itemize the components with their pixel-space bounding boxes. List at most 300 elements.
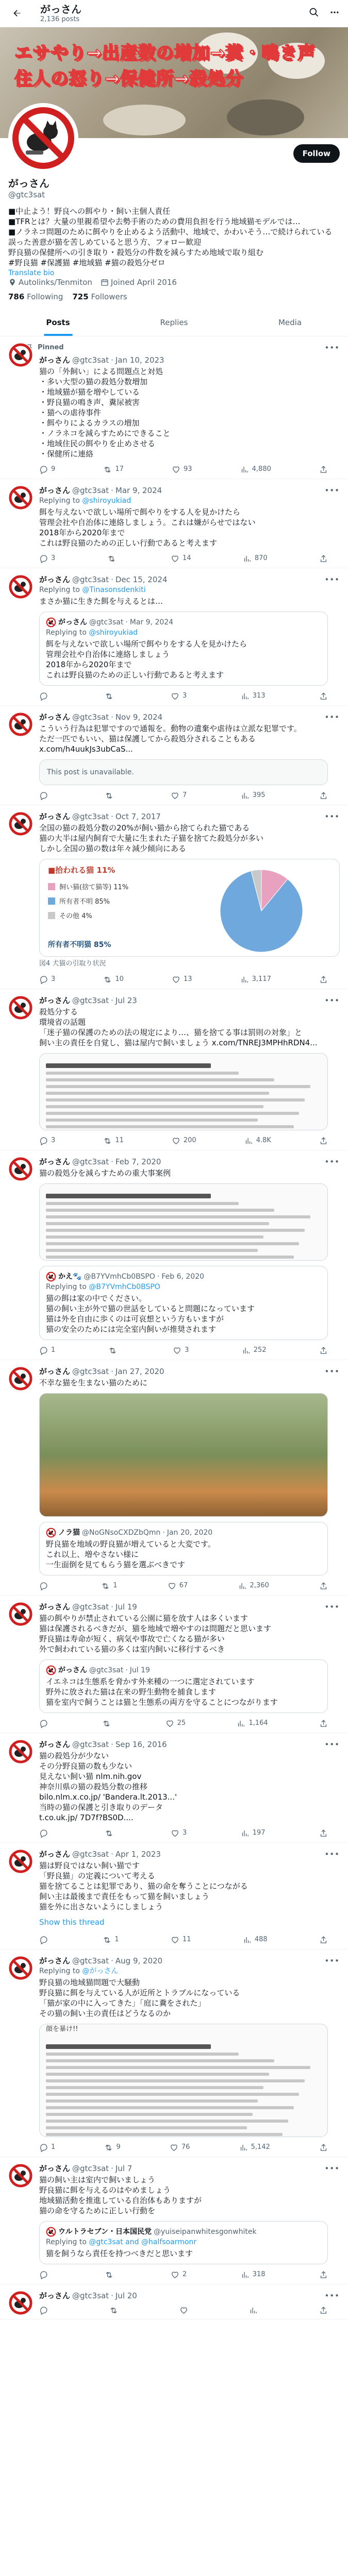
views-icon: [243, 1936, 252, 1944]
quoted-author-handle: @B7YVmhCb0BSPO: [84, 1273, 155, 1281]
post-author-name[interactable]: がっさん: [39, 1602, 71, 1612]
post-author-name[interactable]: がっさん: [39, 996, 71, 1005]
post-image[interactable]: [39, 1053, 328, 1130]
post-text-line: ・地域猫が猫を増やしている: [39, 387, 140, 397]
post-text-line: ・猫への虐待事件: [39, 408, 102, 417]
like-button[interactable]: [170, 2142, 190, 2153]
post[interactable]: [0, 706, 348, 805]
post-avatar[interactable]: [8, 1157, 33, 1181]
views-button[interactable]: [241, 691, 266, 701]
post[interactable]: [0, 336, 348, 479]
replying-to-handle: @B7YVmhCb0BSPO: [89, 1283, 160, 1291]
repost-icon: [103, 1936, 111, 1944]
views-count: 4,880: [252, 465, 271, 473]
post-text-line: 猫を飼うなら責任を持つべきだと思います: [46, 2249, 193, 2258]
views-count: 2,360: [250, 1582, 269, 1589]
post-more-icon[interactable]: •••: [324, 343, 340, 352]
reply-button[interactable]: [39, 974, 55, 985]
post-text-line: 野良猫の地域猫問題で大騒動: [39, 1978, 140, 1987]
document-title-bar: [46, 1063, 211, 1068]
reply-button[interactable]: [39, 1718, 51, 1728]
post-avatar[interactable]: [8, 2291, 33, 2315]
quoted-author-name: かえ🐾: [58, 1273, 82, 1281]
like-count: 67: [179, 1582, 188, 1589]
post-more-icon[interactable]: •••: [324, 1157, 340, 1166]
post-text-line: 見えない飼い猫 nlm.nih.gov: [39, 1772, 142, 1781]
like-button[interactable]: [171, 1828, 187, 1838]
post[interactable]: [0, 1360, 348, 1596]
legend-label: 飼い猫(捨て猫等) 11%: [59, 884, 129, 891]
reply-button[interactable]: [39, 1581, 51, 1591]
repost-button[interactable]: [105, 1828, 117, 1838]
post[interactable]: [0, 1950, 348, 2157]
share-button[interactable]: [319, 464, 328, 474]
post-author-name[interactable]: がっさん: [39, 1367, 71, 1376]
views-icon: [237, 1719, 245, 1728]
cat-photo[interactable]: [39, 1393, 328, 1517]
repost-button[interactable]: [103, 1935, 119, 1945]
post-date[interactable]: Sep 16, 2016: [115, 1740, 167, 1749]
reply-button[interactable]: [39, 1345, 55, 1355]
views-button[interactable]: [241, 1828, 266, 1838]
post-author-handle[interactable]: @gtc3sat: [72, 1157, 109, 1166]
post-header: [39, 2291, 340, 2301]
views-button[interactable]: [243, 1935, 268, 1945]
tab-replies[interactable]: Replies: [160, 318, 188, 327]
document-text-line: [46, 2059, 274, 2062]
post-date[interactable]: Dec 15, 2024: [115, 575, 168, 584]
post-date[interactable]: Jan 10, 2023: [115, 355, 164, 365]
post-avatar[interactable]: [8, 574, 33, 599]
post-author-handle[interactable]: @gtc3sat: [72, 2164, 109, 2173]
share-button[interactable]: [319, 1345, 328, 1355]
post-author-handle[interactable]: @gtc3sat: [72, 996, 109, 1005]
post-author-handle[interactable]: @gtc3sat: [72, 575, 109, 584]
post-text: [46, 2248, 321, 2259]
post-text-line: 飼い主は最後まで責任をもって猫を飼いましょう: [39, 1892, 210, 1901]
repost-icon: [105, 2270, 113, 2279]
reply-button[interactable]: [39, 1136, 55, 1146]
header-name: がっさん: [40, 3, 81, 15]
replying-to-handle[interactable]: @がっさん: [82, 1967, 119, 1975]
post-more-icon[interactable]: •••: [324, 1602, 340, 1612]
post-text-line: 猫の安全のためには完全室内飼いが推奨されます: [46, 1325, 217, 1334]
views-icon: [241, 1829, 250, 1838]
tab-media[interactable]: Media: [278, 318, 302, 327]
post-more-icon[interactable]: •••: [324, 575, 340, 584]
reply-button[interactable]: [39, 2269, 51, 2280]
quoted-post[interactable]: [39, 2221, 328, 2264]
document-text-line: [46, 1078, 274, 1081]
post[interactable]: [0, 1596, 348, 1733]
views-count: 488: [254, 1936, 268, 1943]
post-text-line: こういう行為は犯罪ですので通報を。動物の遺棄や虐待は立派な犯罪です。: [39, 724, 302, 733]
location: [8, 277, 92, 287]
chart-image[interactable]: [39, 859, 340, 957]
replying-to: [39, 1966, 340, 1976]
post-text-line: 猫は保護されるべきだが、猫を地域で増やすのは問題だと思います: [39, 1624, 272, 1633]
share-icon: [319, 1936, 328, 1944]
post[interactable]: [0, 989, 348, 1150]
post[interactable]: [0, 805, 348, 989]
share-button[interactable]: [319, 790, 328, 801]
like-button[interactable]: [171, 790, 187, 801]
quoted-post-header: [46, 2227, 321, 2237]
bio-line: ■中止よう！野良への餌やり・飼い主個人責任: [8, 207, 171, 216]
post-text-line: これは野良猫のための正しい行動であると考えます: [46, 670, 224, 680]
like-count: 3: [182, 692, 187, 700]
views-icon: [240, 975, 249, 984]
post-avatar[interactable]: [8, 1366, 33, 1391]
location-text: Autolinks/Tenmiton: [19, 278, 92, 287]
reply-count: 1: [51, 1346, 56, 1354]
chart-note: 所有者不明猫 85%: [48, 941, 111, 949]
following-label: Following: [27, 292, 63, 301]
post-text-line: 猫の殺処分を減らすための重大事案例: [39, 1168, 171, 1178]
post-author-handle[interactable]: @gtc3sat: [72, 1956, 109, 1965]
like-icon: [172, 975, 180, 984]
post[interactable]: [0, 2284, 348, 2319]
post-actions: [39, 2306, 328, 2315]
post-more-icon[interactable]: •••: [324, 1850, 340, 1859]
repost-button[interactable]: [105, 2269, 117, 2280]
share-button[interactable]: [319, 1718, 328, 1728]
post-author-name[interactable]: がっさん: [39, 575, 71, 584]
like-button[interactable]: [172, 974, 192, 985]
replying-to-prefix: Replying to: [46, 2238, 89, 2246]
post-author-handle[interactable]: @gtc3sat: [72, 1367, 109, 1376]
no-feeding-sign-icon: [8, 811, 33, 836]
repost-button[interactable]: [108, 1345, 120, 1355]
share-button[interactable]: [319, 2306, 328, 2315]
like-button[interactable]: [173, 1345, 189, 1355]
post-text-line: 猫の餌やりが禁止されている公園に猫を放す人は多くいます: [39, 1614, 248, 1623]
repost-icon: [105, 1829, 113, 1838]
post-avatar[interactable]: [8, 811, 33, 836]
quoted-post[interactable]: [39, 1522, 328, 1575]
post-more-icon[interactable]: •••: [324, 486, 340, 495]
like-button[interactable]: [168, 1581, 188, 1591]
share-button[interactable]: [319, 974, 328, 985]
post[interactable]: [0, 1733, 348, 1843]
post-text-line: 環境省の話題: [39, 1018, 86, 1027]
views-button[interactable]: [240, 464, 271, 474]
post-header: [39, 1602, 340, 1612]
post-avatar[interactable]: [8, 1602, 33, 1626]
post-author-name[interactable]: がっさん: [39, 486, 71, 495]
no-feeding-sign-icon: [8, 485, 33, 510]
post-separator: ·: [111, 575, 113, 584]
views-button[interactable]: [242, 1345, 267, 1355]
post-avatar[interactable]: [8, 712, 33, 737]
post-image[interactable]: [39, 2024, 328, 2137]
post-separator: ·: [111, 1956, 113, 1965]
post-avatar[interactable]: [8, 1956, 33, 1980]
post-text-line: 猫の命を守るために正しい行動を: [39, 2206, 156, 2215]
reply-button[interactable]: [39, 1935, 51, 1945]
views-button[interactable]: [249, 2306, 261, 2315]
replying-to-handle[interactable]: @Tinasonsdenkiti: [82, 586, 146, 594]
repost-button[interactable]: [105, 691, 117, 701]
reply-button[interactable]: [39, 553, 55, 564]
like-button[interactable]: [172, 464, 192, 474]
post[interactable]: [0, 1150, 348, 1360]
post-date[interactable]: Nov 9, 2024: [115, 713, 163, 722]
share-button[interactable]: [319, 2269, 328, 2280]
post-author-name[interactable]: がっさん: [39, 713, 71, 722]
banner-text-line1: エサやり→出産数の増加→糞・鳴き声: [14, 43, 316, 63]
post-actions: [39, 691, 328, 701]
post-avatar[interactable]: [8, 2163, 33, 2188]
post[interactable]: [0, 2157, 348, 2284]
document-text-line: [46, 1215, 310, 1218]
profile-tabs: [0, 309, 348, 336]
post[interactable]: [0, 1843, 348, 1950]
post-text-line: その分野良猫の数も少ない: [39, 1761, 132, 1771]
repost-button[interactable]: [103, 464, 124, 474]
post-header: [39, 1366, 340, 1377]
like-button[interactable]: [172, 1136, 196, 1146]
show-thread-link[interactable]: Show this thread: [39, 1918, 105, 1927]
repost-icon: [105, 791, 113, 800]
followers-link[interactable]: [72, 292, 127, 302]
post-more-icon[interactable]: •••: [324, 2164, 340, 2173]
quoted-author-name: がっさん: [58, 1666, 87, 1674]
reply-button[interactable]: [39, 2306, 51, 2315]
translate-bio-link[interactable]: Translate bio: [8, 269, 55, 277]
post-date[interactable]: Feb 7, 2020: [115, 1157, 161, 1166]
post-avatar[interactable]: [8, 1739, 33, 1764]
post-actions: [39, 1136, 328, 1146]
post-author-name[interactable]: がっさん: [39, 812, 71, 821]
share-button[interactable]: [319, 1935, 328, 1945]
post-image[interactable]: [39, 1183, 328, 1261]
followers-count: 725: [72, 292, 89, 301]
profile-avatar[interactable]: [8, 103, 78, 173]
post-date[interactable]: Aug 9, 2020: [115, 1956, 163, 1965]
reply-icon: [39, 465, 48, 474]
document-text-line: [46, 2079, 305, 2082]
quoted-post[interactable]: [39, 612, 328, 686]
post-avatar[interactable]: [8, 343, 33, 367]
repost-button[interactable]: [104, 2142, 120, 2153]
post-text-line: 全国の猫の殺処分数の20%が飼い猫から捨てられた猫である: [39, 823, 250, 833]
post-date[interactable]: Jan 27, 2020: [115, 1367, 164, 1376]
quoted-avatar: [46, 1665, 56, 1675]
post-text-line: これは野良猫のための正しい行動であると考えます: [39, 538, 218, 548]
views-icon: [240, 465, 249, 474]
post-date[interactable]: Jul 23: [115, 996, 137, 1005]
post-date[interactable]: Mar 9, 2024: [115, 486, 162, 495]
post-text: [46, 1293, 321, 1334]
replying-to-prefix: Replying to: [39, 586, 82, 594]
post-text-line: bilo.nlm.x.co.jp/ 'Bandera.lt.2013...': [39, 1792, 177, 1802]
post-text-line: まさか猫に生きた餌を与えるとは…: [39, 597, 163, 606]
share-icon: [319, 2306, 328, 2315]
quoted-separator: ·: [125, 618, 128, 626]
repost-button[interactable]: [107, 553, 119, 564]
replying-to-handle[interactable]: @shiroyukiad: [82, 497, 131, 505]
like-icon: [170, 2143, 178, 2152]
post-author-handle[interactable]: @gtc3sat: [72, 2291, 109, 2300]
reply-button[interactable]: [39, 790, 51, 801]
post-text-line: 野良猫は寿命が短く、病気や事故で亡くなる猫が多い: [39, 1634, 225, 1643]
repost-icon: [103, 1137, 112, 1145]
post-author-handle[interactable]: @gtc3sat: [72, 355, 109, 365]
post-author-name[interactable]: がっさん: [39, 1740, 71, 1749]
post-actions: [39, 464, 328, 474]
post-author-handle[interactable]: @gtc3sat: [72, 1740, 109, 1749]
quoted-post[interactable]: [39, 1659, 328, 1713]
post-author-name[interactable]: がっさん: [39, 355, 71, 365]
post-text-line: しかし全国の猫の数は年々減少傾向にある: [39, 844, 187, 853]
views-button[interactable]: [237, 1718, 268, 1728]
share-icon: [319, 1829, 328, 1838]
post-author-name[interactable]: がっさん: [39, 1956, 71, 1965]
follow-button[interactable]: Follow: [293, 144, 340, 163]
post-text-line: その猫の飼い主の責任はどうなるのか: [39, 2009, 171, 2018]
quoted-author-handle: @gtc3sat: [89, 1666, 124, 1674]
post[interactable]: [0, 479, 348, 568]
like-button[interactable]: [179, 2306, 191, 2315]
views-button[interactable]: [244, 1136, 271, 1146]
post-more-icon[interactable]: •••: [324, 996, 340, 1005]
back-arrow-icon[interactable]: [8, 5, 26, 22]
repost-button[interactable]: [109, 2306, 121, 2315]
post-more-icon[interactable]: •••: [324, 2291, 340, 2300]
post-author-handle[interactable]: @gtc3sat: [72, 713, 109, 722]
calendar-icon: [101, 278, 109, 286]
reply-icon: [39, 1936, 48, 1944]
post-text: [39, 1378, 340, 1388]
share-button[interactable]: [319, 2142, 328, 2153]
like-button[interactable]: [165, 1718, 186, 1728]
post-actions: [39, 1581, 328, 1591]
replying-to-prefix: Replying to: [46, 629, 89, 637]
post-author-name[interactable]: がっさん: [39, 2164, 71, 2173]
reply-button[interactable]: [39, 691, 51, 701]
like-button[interactable]: [171, 691, 187, 701]
views-button[interactable]: [241, 790, 266, 801]
post-author-handle[interactable]: @gtc3sat: [72, 812, 109, 821]
repost-button[interactable]: [101, 1581, 117, 1591]
share-button[interactable]: [319, 1136, 328, 1146]
views-icon: [244, 1137, 253, 1145]
like-icon: [179, 2306, 188, 2315]
views-button[interactable]: [240, 974, 271, 985]
post-more-icon[interactable]: •••: [324, 1956, 340, 1965]
document-text-line: [46, 2113, 253, 2116]
post-date[interactable]: Jul 7: [115, 2164, 132, 2173]
post-avatar[interactable]: [8, 995, 33, 1020]
post-author-handle[interactable]: @gtc3sat: [72, 1602, 109, 1612]
like-button[interactable]: [171, 2269, 187, 2280]
bio-line: 誤った善意が猫を苦しめていると思う方、フォロー歓迎: [8, 238, 202, 247]
post-more-icon[interactable]: •••: [324, 713, 340, 722]
views-button[interactable]: [238, 1581, 269, 1591]
post-text-line: ・野良猫の鳴き声、糞尿被害: [39, 398, 140, 407]
profile-handle: @gtc3sat: [8, 190, 45, 199]
like-button[interactable]: [171, 553, 191, 564]
search-icon[interactable]: [309, 7, 319, 20]
post-author-name[interactable]: がっさん: [39, 1157, 71, 1166]
document-text-line: [46, 1242, 299, 1245]
post-more-icon[interactable]: •••: [324, 1740, 340, 1749]
reply-button[interactable]: [39, 464, 55, 474]
post-date[interactable]: Jul 19: [115, 1602, 137, 1612]
post-author-handle[interactable]: @gtc3sat: [72, 486, 109, 495]
repost-icon: [101, 1582, 110, 1590]
repost-icon: [105, 692, 113, 701]
repost-button[interactable]: [105, 790, 117, 801]
no-feeding-sign-icon: [8, 2163, 33, 2188]
views-count: 313: [252, 692, 266, 700]
like-count: 11: [182, 1936, 191, 1943]
post-avatar[interactable]: [8, 485, 33, 510]
post-author-name[interactable]: がっさん: [39, 1850, 71, 1859]
post-avatar[interactable]: [8, 1849, 33, 1874]
views-count: 252: [253, 1346, 267, 1354]
post-separator: ·: [111, 486, 113, 495]
post-separator: ·: [111, 2291, 113, 2300]
post-date[interactable]: Oct 7, 2017: [115, 812, 161, 821]
post-more-icon[interactable]: •••: [324, 1367, 340, 1376]
document-text-line: [46, 1112, 299, 1115]
post-header: [39, 1956, 340, 1966]
following-link[interactable]: [8, 292, 63, 302]
reply-button[interactable]: [39, 1828, 51, 1838]
repost-button[interactable]: [103, 974, 124, 985]
share-button[interactable]: [319, 691, 328, 701]
quoted-author-handle: @NoGNsoCXDZbQmn: [82, 1529, 161, 1537]
post-text-line: 猫の飼い主は室内で飼いましょう: [39, 2175, 156, 2184]
no-feeding-sign-icon: [46, 1665, 56, 1675]
repost-button[interactable]: [102, 1718, 114, 1728]
like-count: 76: [181, 2143, 190, 2151]
document-text-line: [46, 1202, 239, 1205]
repost-button[interactable]: [103, 1136, 124, 1146]
post[interactable]: [0, 568, 348, 706]
no-feeding-sign-icon: [8, 1956, 33, 1980]
like-button[interactable]: [171, 1935, 191, 1945]
share-button[interactable]: [319, 1828, 328, 1838]
reply-button[interactable]: [39, 2142, 55, 2153]
post-author-handle[interactable]: @gtc3sat: [72, 1850, 109, 1859]
share-button[interactable]: [319, 553, 328, 564]
post-header: [39, 1157, 340, 1167]
post-header: [39, 712, 340, 722]
more-icon[interactable]: [329, 7, 340, 20]
post-header: [39, 2163, 340, 2174]
quoted-post[interactable]: [39, 1266, 328, 1340]
tab-posts[interactable]: Posts: [0, 309, 116, 336]
quoted-post-header: [46, 1528, 321, 1538]
post-more-icon[interactable]: •••: [324, 812, 340, 821]
document-text-line: [46, 1092, 269, 1095]
no-feeding-sign-icon: [46, 1272, 56, 1282]
views-button[interactable]: [239, 2142, 270, 2153]
document-scan: [40, 1184, 327, 1261]
reply-count: 3: [51, 1137, 56, 1144]
post-date[interactable]: Jul 20: [115, 2291, 137, 2300]
post-header: [39, 811, 340, 822]
post-text: [39, 507, 340, 548]
post-author-name[interactable]: がっさん: [39, 2291, 71, 2300]
views-button[interactable]: [243, 553, 268, 564]
post-date[interactable]: Apr 1, 2023: [115, 1850, 161, 1859]
views-button[interactable]: [241, 2269, 266, 2280]
share-button[interactable]: [319, 1581, 328, 1591]
